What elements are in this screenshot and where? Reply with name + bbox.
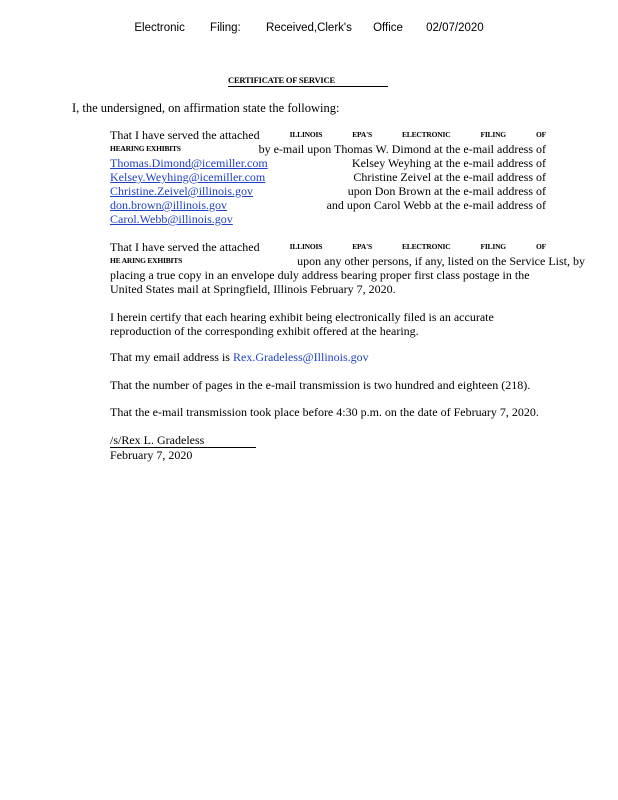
p2-doc-electronic: ELECTRONIC xyxy=(401,242,451,251)
p1-lead: That I have served the attached xyxy=(110,128,260,142)
header-date: 02/07/2020 xyxy=(426,22,484,34)
header-filing: Filing: xyxy=(210,22,241,34)
p2-line-4: United States mail at Springfield, Illinois February 7, 2020. xyxy=(110,282,396,296)
p2-doc-of: OF xyxy=(535,242,546,251)
p1-line-1 xyxy=(110,128,546,142)
p2-line-3: placing a true copy in an envelope duly address bearing proper first class postage in the xyxy=(110,268,530,282)
certification-paragraph: I herein certify that each hearing exhibit being electronically filed is an accurate reproduction of the corresponding exhibit offered at the hearing. xyxy=(110,310,494,338)
p1-text-4: upon Don Brown at the e-mail address of xyxy=(347,184,546,198)
signature-date: February 7, 2020 xyxy=(110,448,193,462)
filing-header xyxy=(0,22,618,34)
transmission-time-paragraph: That the e-mail transmission took place before 4:30 p.m. on the date of February 7, 2020. xyxy=(110,405,539,419)
p1-line-7 xyxy=(110,212,546,226)
email-link-don-brown[interactable]: don.brown@illinois.gov xyxy=(110,198,228,212)
p1-doc-epas: EPA'S xyxy=(352,130,372,139)
page-count-paragraph: That the number of pages in the e-mail transmission is two hundred and eighteen (218). xyxy=(110,378,531,392)
p1-doc-hearing-exhibits: HEARING EXHIBITS xyxy=(110,144,181,153)
p2-lead: That I have served the attached xyxy=(110,240,260,254)
p1-line-6 xyxy=(110,198,546,212)
certificate-title: CERTIFICATE OF SERVICE xyxy=(228,75,388,87)
p1-text-1: by e-mail upon Thomas W. Dimond at the e-mail address of xyxy=(258,142,546,156)
email-address-paragraph xyxy=(110,350,546,364)
email-link-kelsey-weyhing[interactable]: Kelsey.Weyhing@icemiller.com xyxy=(110,170,266,184)
p1-text-2: Kelsey Weyhing at the e-mail address of xyxy=(351,156,546,170)
header-received-clerks: Received,Clerk's xyxy=(265,22,352,34)
p1-doc-filing: FILING xyxy=(480,130,506,139)
p1-doc-of: OF xyxy=(535,130,546,139)
p2-text-1: upon any other persons, if any, listed on the Service List, by xyxy=(297,254,585,268)
service-paragraph-email xyxy=(110,128,546,226)
p1-line-5 xyxy=(110,184,546,198)
p2-doc-hearing-exhibits: HE ARING EXHIBITS xyxy=(110,256,183,265)
p4-lead: That my email address is xyxy=(110,350,230,364)
p2-doc-illinois: ILLINOIS xyxy=(289,242,323,251)
signature-block xyxy=(110,433,546,462)
p1-text-5: and upon Carol Webb at the e-mail address of xyxy=(326,198,546,212)
email-link-thomas-dimond[interactable]: Thomas.Dimond@icemiller.com xyxy=(110,156,268,170)
p2-line-2 xyxy=(110,254,585,268)
p2-doc-epas: EPA'S xyxy=(352,242,372,251)
signature-name: /s/Rex L. Gradeless xyxy=(110,433,256,448)
email-link-christine-zeivel[interactable]: Christine.Zeivel@illinois.gov xyxy=(110,184,254,198)
header-office: Office xyxy=(373,22,403,34)
email-link-rex-gradeless[interactable]: Rex.Gradeless@Illinois.gov xyxy=(232,350,369,364)
p2-doc-filing: FILING xyxy=(480,242,506,251)
p1-doc-illinois: ILLINOIS xyxy=(289,130,323,139)
p1-line-2 xyxy=(110,142,546,156)
header-electronic: Electronic xyxy=(134,22,185,34)
service-paragraph-mail xyxy=(110,240,585,296)
intro-statement: I, the undersigned, on affirmation state the following: xyxy=(72,101,340,115)
p1-line-4 xyxy=(110,170,546,184)
p1-line-3 xyxy=(110,156,546,170)
p1-doc-electronic: ELECTRONIC xyxy=(401,130,451,139)
email-link-carol-webb[interactable]: Carol.Webb@illinois.gov xyxy=(110,212,233,226)
p1-text-3: Christine Zeivel at the e-mail address of xyxy=(353,170,546,184)
p2-line-1 xyxy=(110,240,546,254)
